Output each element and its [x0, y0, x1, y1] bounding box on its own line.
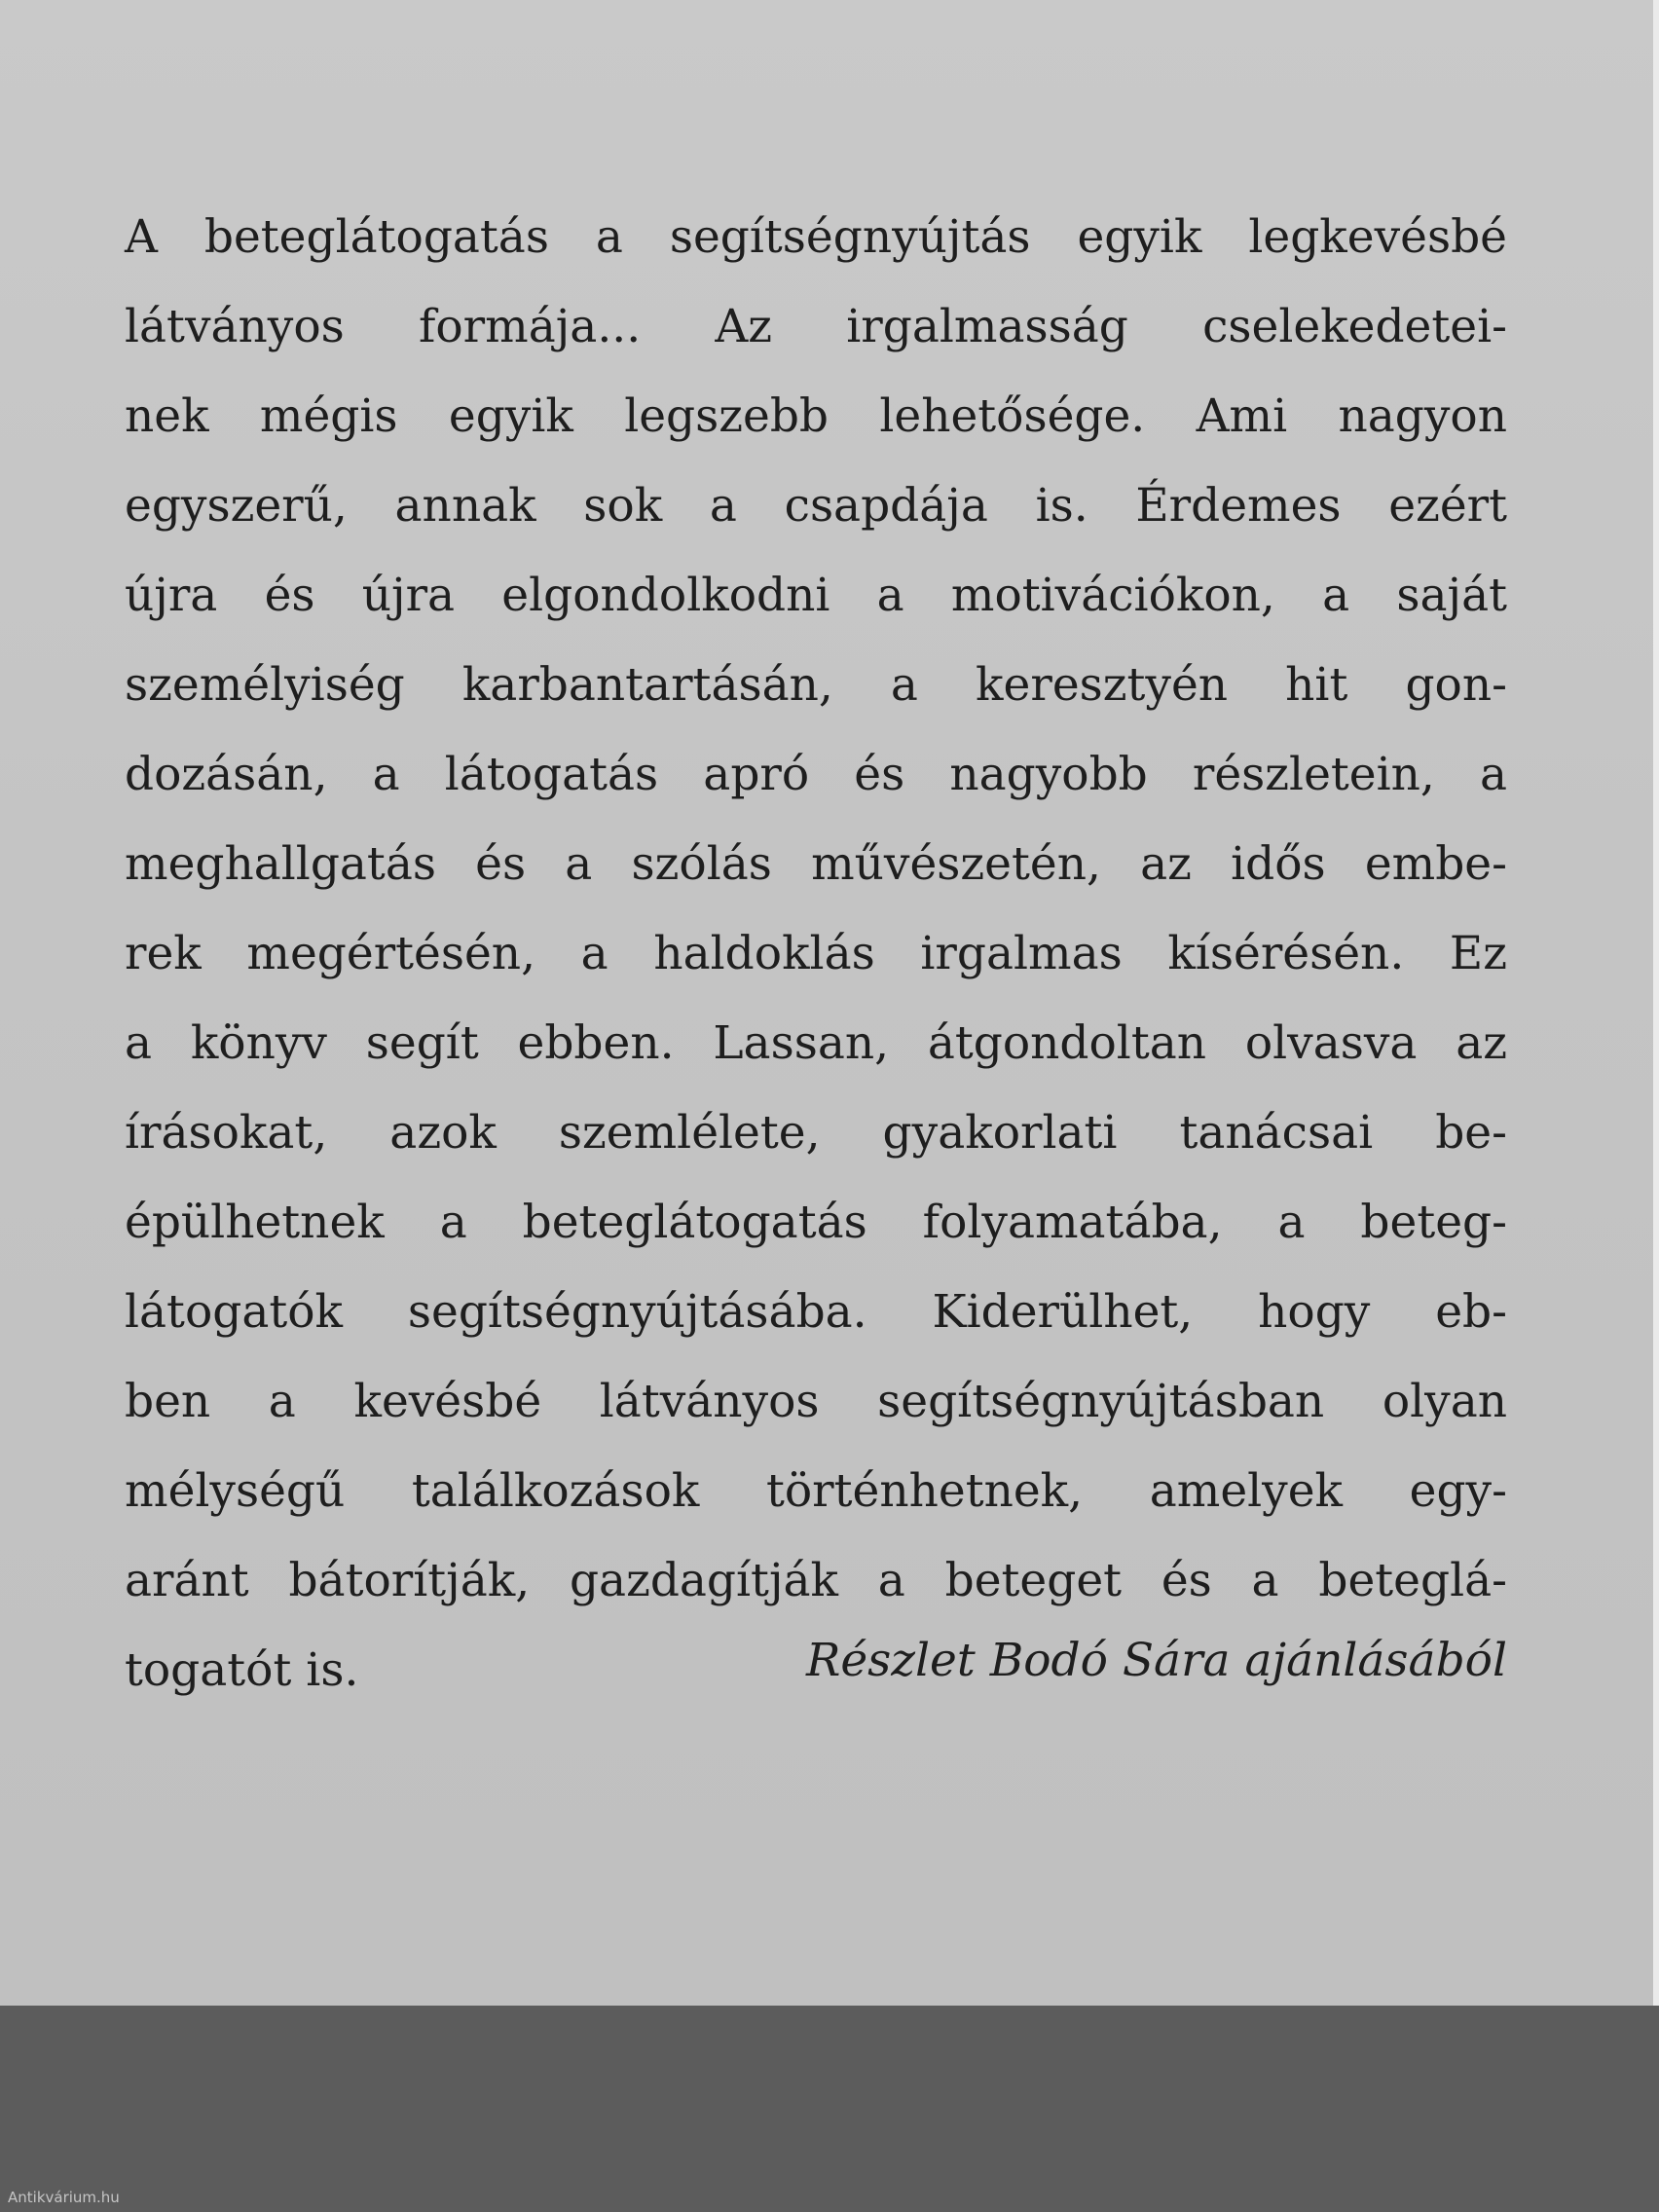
text-line: ben a kevésbé látványos segítségnyújtásban olyan [125, 1375, 1507, 1428]
text-line: egyszerű, annak sok a csapdája is. Érdemes ezért [125, 479, 1507, 533]
text-line: a könyv segít ebben. Lassan, átgondoltan olvasva az [125, 1016, 1507, 1070]
text-line: A beteglátogatás a segítségnyújtás egyik legkevésbé [125, 210, 1507, 264]
text-line: nek mégis egyik legszebb lehetősége. Ami nagyon [125, 389, 1507, 443]
text-line: épülhetnek a beteglátogatás folyamatába, a beteg- [125, 1196, 1507, 1249]
text-line: rek megértésén, a haldoklás irgalmas kísérésén. Ez [125, 927, 1507, 980]
text-line: írásokat, azok szemlélete, gyakorlati tanácsai be- [125, 1106, 1507, 1160]
page-edge [1653, 0, 1659, 2006]
text-line: meghallgatás és a szólás művészetén, az idős embe- [125, 837, 1507, 891]
text-line: dozásán, a látogatás apró és nagyobb részletein, a [125, 748, 1507, 801]
blurb-text [125, 193, 1507, 1715]
watermark: Antikvárium.hu [8, 2189, 120, 2206]
text-line: személyiség karbantartásán, a keresztyén hit gon- [125, 658, 1507, 712]
text-line: látogatók segítségnyújtásába. Kiderülhet, hogy eb- [125, 1285, 1507, 1339]
text-line: mélységű találkozások történhetnek, amelyek egy- [125, 1464, 1507, 1518]
text-line: újra és újra elgondolkodni a motivációkon, a saját [125, 569, 1507, 622]
attribution: Részlet Bodó Sára ajánlásából [805, 1634, 1507, 1687]
bottom-band [0, 2006, 1659, 2212]
text-line: togatót is. [125, 1643, 359, 1697]
text-line: aránt bátorítják, gazdagítják a beteget és a beteglá- [125, 1554, 1507, 1607]
text-line: látványos formája... Az irgalmasság cselekedetei- [125, 300, 1507, 353]
